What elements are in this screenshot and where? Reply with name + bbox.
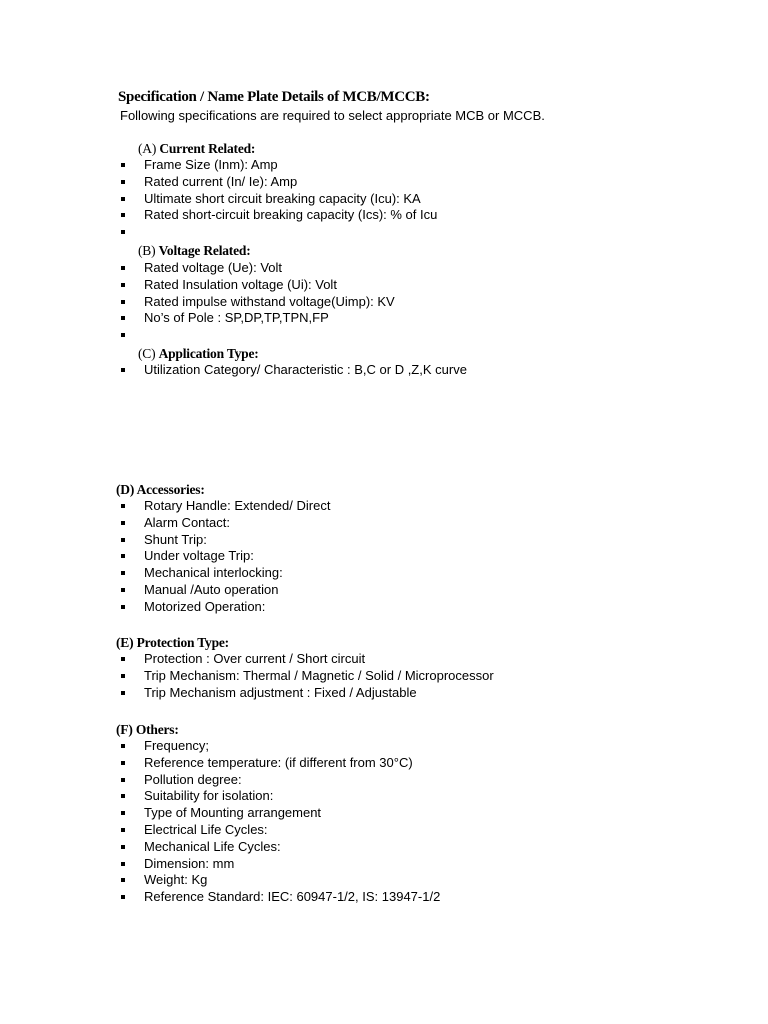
- list-item-text: No’s of Pole : SP,DP,TP,TPN,FP: [144, 310, 329, 326]
- bullet-icon: [121, 521, 125, 525]
- section-heading-current-related: [138, 141, 255, 157]
- list-item-text: Alarm Contact:: [144, 514, 230, 530]
- list-item-text: Mechanical Life Cycles:: [144, 838, 281, 854]
- bullet-icon: [121, 588, 125, 592]
- bullet-icon: [121, 657, 125, 661]
- section-heading-others: [116, 722, 179, 738]
- bullet-icon: [121, 283, 125, 287]
- list-item-text: Pollution degree:: [144, 771, 242, 787]
- list-item-text: Under voltage Trip:: [144, 548, 254, 564]
- list-item-text: Ultimate short circuit breaking capacity (Icu): KA: [144, 190, 421, 206]
- list-item-text: Rated voltage (Ue): Volt: [144, 260, 283, 275]
- bullet-icon: [121, 862, 125, 866]
- list-item-text: Shunt Trip:: [144, 531, 207, 547]
- section-label: Voltage Related:: [158, 243, 251, 258]
- section-heading-voltage-related: [138, 243, 251, 259]
- page-title: Specification / Name Plate Details of MCB/MCCB:: [118, 89, 430, 105]
- list-item-text: Dimension: mm: [144, 855, 235, 871]
- bullet-icon: [121, 213, 125, 217]
- section-label: (E) Protection Type:: [116, 635, 229, 650]
- section-label: (D) Accessories:: [116, 482, 205, 497]
- list-item-text: Reference Standard: IEC: 60947-1/2, IS: 13947-1/2: [144, 889, 441, 905]
- list-item-text: Rated current (In/ Ie): Amp: [144, 173, 298, 189]
- bullet-icon: [121, 828, 125, 832]
- section-label: Current Related:: [159, 141, 256, 156]
- bullet-icon: [121, 845, 125, 849]
- section-prefix: (C): [138, 346, 159, 361]
- bullet-icon: [121, 180, 125, 184]
- bullet-icon: [121, 554, 125, 558]
- list-item-text: Trip Mechanism adjustment : Fixed / Adjustable: [144, 684, 417, 700]
- intro-text: Following specifications are required to select appropriate MCB or MCCB.: [120, 108, 545, 123]
- section-prefix: (B): [138, 243, 159, 258]
- list-item-text: Frequency;: [144, 738, 210, 753]
- list-item-text: Electrical Life Cycles:: [144, 821, 268, 837]
- bullet-icon: [121, 605, 125, 609]
- list-item-text: Reference temperature: (if different from 30°C): [144, 754, 413, 770]
- list-item-text: Weight: Kg: [144, 872, 208, 888]
- bullet-icon: [121, 316, 125, 320]
- bullet-icon: [121, 333, 125, 337]
- list-item-text: Type of Mounting arrangement: [144, 805, 322, 821]
- section-label: (F) Others:: [116, 722, 179, 737]
- list-item-text: Rated Insulation voltage (Ui): Volt: [144, 276, 337, 292]
- bullet-icon: [121, 878, 125, 882]
- bullet-icon: [121, 778, 125, 782]
- bullet-icon: [121, 691, 125, 695]
- bullet-icon: [121, 538, 125, 542]
- bullet-icon: [121, 300, 125, 304]
- list-item-text: Protection : Over current / Short circuit: [144, 651, 366, 666]
- list-item-text: Suitability for isolation:: [144, 788, 274, 804]
- bullet-icon: [121, 761, 125, 765]
- list-item-text: Mechanical interlocking:: [144, 565, 283, 581]
- bullet-icon: [121, 230, 125, 234]
- bullet-icon: [121, 571, 125, 575]
- bullet-icon: [121, 895, 125, 899]
- list-item-text: Rated short-circuit breaking capacity (Ics): % of Icu: [144, 207, 438, 223]
- bullet-icon: [121, 811, 125, 815]
- list-item-text: Manual /Auto operation: [144, 581, 279, 597]
- bullet-icon: [121, 368, 125, 372]
- section-prefix: (A): [138, 141, 160, 156]
- bullet-icon: [121, 163, 125, 167]
- list-item-text: Frame Size (Inm): Amp: [144, 157, 278, 172]
- section-heading-accessories: [116, 482, 205, 498]
- bullet-icon: [121, 504, 125, 508]
- section-heading-protection-type: [116, 635, 229, 651]
- section-heading-application-type: [138, 346, 259, 362]
- bullet-icon: [121, 674, 125, 678]
- list-item-text: Rated impulse withstand voltage(Uimp): KV: [144, 293, 395, 309]
- bullet-icon: [121, 794, 125, 798]
- section-label: Application Type:: [158, 346, 259, 361]
- list-item-text: Trip Mechanism: Thermal / Magnetic / Solid / Microprocessor: [144, 667, 494, 683]
- list-item-text: Motorized Operation:: [144, 598, 266, 614]
- bullet-icon: [121, 197, 125, 201]
- bullet-icon: [121, 266, 125, 270]
- list-item-text: Rotary Handle: Extended/ Direct: [144, 498, 331, 513]
- bullet-icon: [121, 744, 125, 748]
- list-item-text: Utilization Category/ Characteristic : B,C or D ,Z,K curve: [144, 362, 467, 377]
